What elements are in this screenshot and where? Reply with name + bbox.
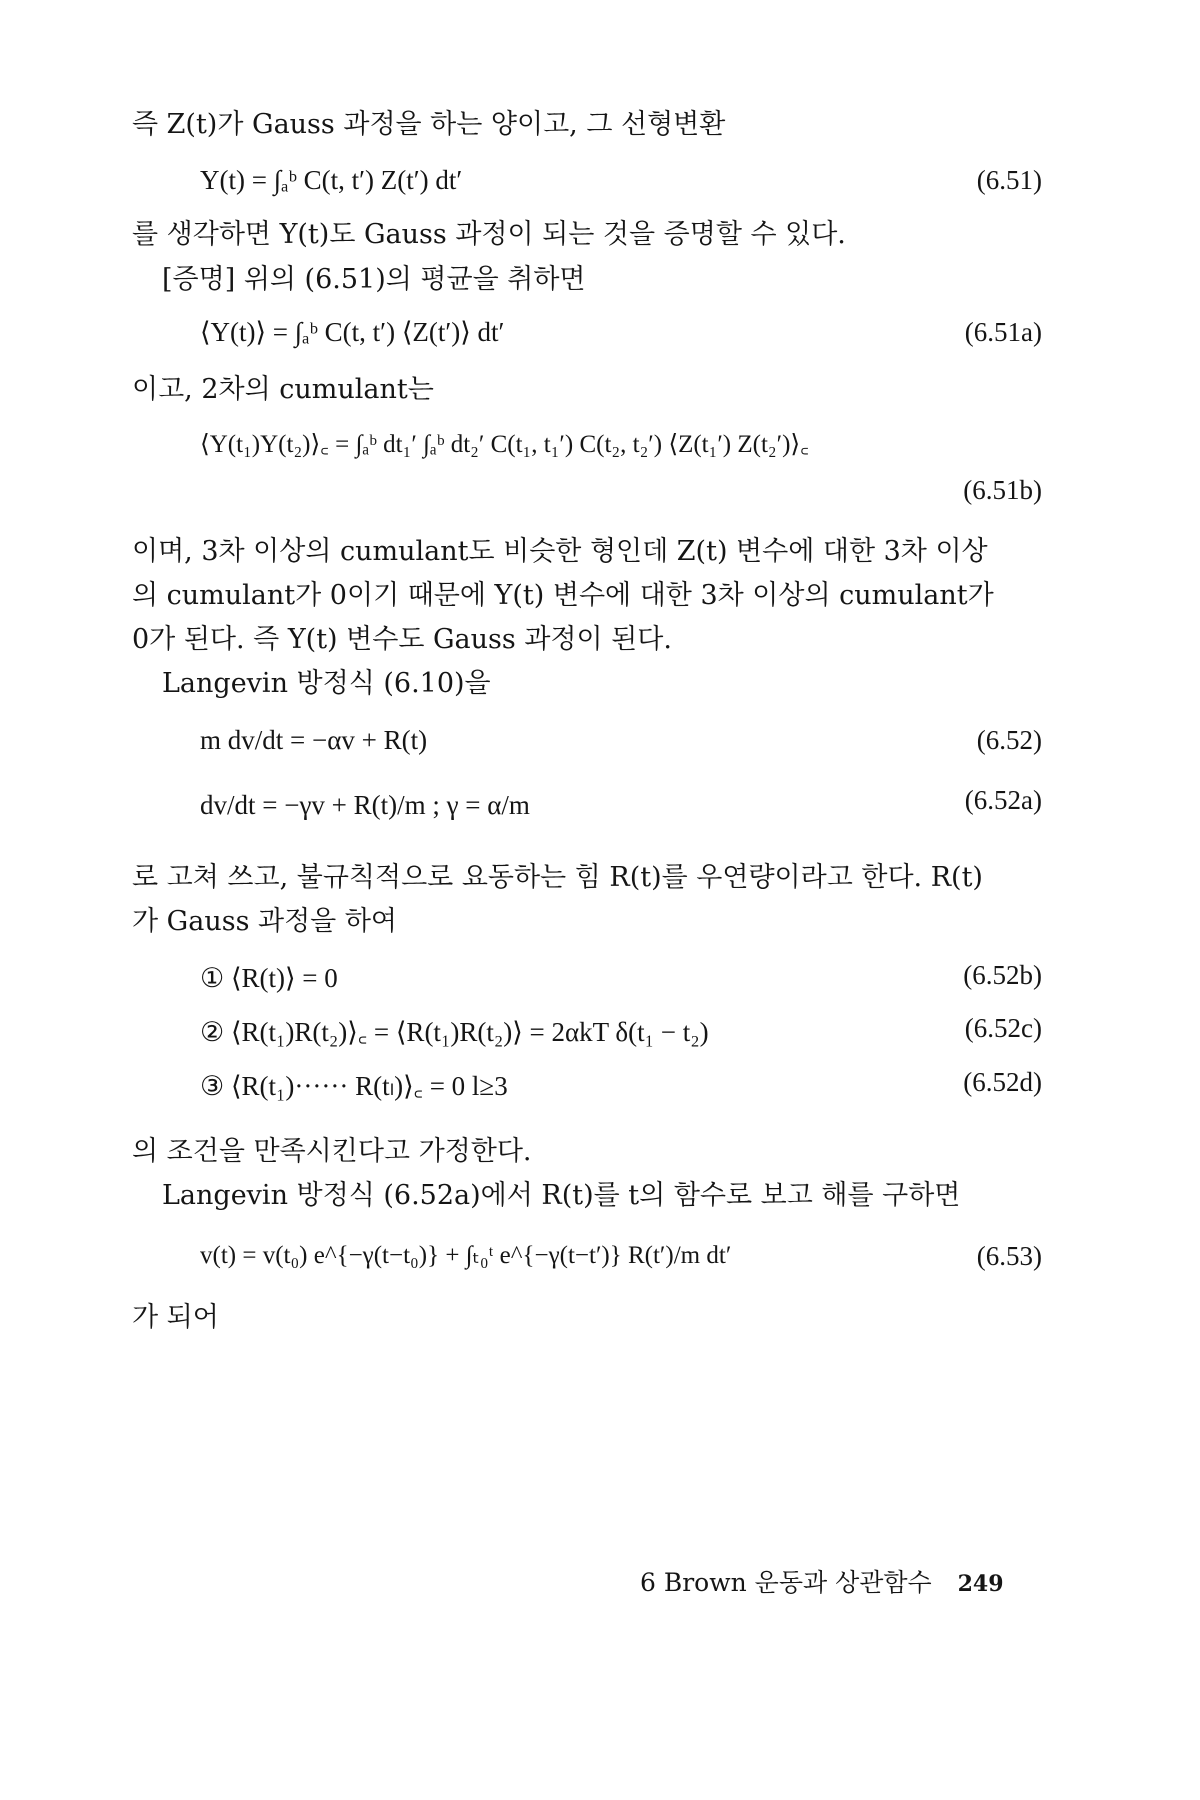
- text-line-5: 이며, 3차 이상의 cumulant도 비슷한 형인데 Z(t) 변수에 대한 3차 이상: [132, 536, 988, 567]
- text-line-11: 의 조건을 만족시킨다고 가정한다.: [132, 1136, 532, 1167]
- text-line-7: 0가 된다. 즉 Y(t) 변수도 Gauss 과정이 된다.: [132, 624, 672, 655]
- text-line-6: 의 cumulant가 0이기 때문에 Y(t) 변수에 대한 3차 이상의 cumulant가: [132, 580, 994, 611]
- equation-number-6-52b: (6.52b): [963, 960, 1042, 990]
- running-head: 6 Brown 운동과 상관함수: [640, 1568, 932, 1597]
- text-line-10: 가 Gauss 과정을 하여: [132, 906, 398, 937]
- equation-number-6-52a: (6.52a): [964, 785, 1042, 815]
- equation-6-52c: ② ⟨R(t₁)R(t₂)⟩꜀ = ⟨R(t₁)R(t₂)⟩ = 2αkT δ(t₁ − t₂): [200, 1017, 709, 1047]
- equation-6-52d: ③ ⟨R(t₁)······ R(tₗ)⟩꜀ = 0 l≥3: [200, 1071, 508, 1101]
- page-number: 249: [957, 1571, 1004, 1597]
- equation-6-51a: ⟨Y(t)⟩ = ∫ₐᵇ C(t, t′) ⟨Z(t′)⟩ dt′: [200, 317, 505, 347]
- text-line-8: Langevin 방정식 (6.10)을: [162, 668, 491, 699]
- text-line-12: Langevin 방정식 (6.52a)에서 R(t)를 t의 함수로 보고 해를 구하면: [162, 1180, 961, 1211]
- equation-number-6-51a: (6.51a): [964, 317, 1042, 347]
- text-line-1: 즉 Z(t)가 Gauss 과정을 하는 양이고, 그 선형변환: [132, 109, 726, 140]
- text-line-13: 가 되어: [132, 1302, 219, 1333]
- equation-6-53: v(t) = v(t₀) e^{−γ(t−t₀)} + ∫ₜ₀ᵗ e^{−γ(t−t′)} R(t′)/m dt′: [200, 1242, 732, 1269]
- page-footer: [640, 1565, 1004, 1602]
- equation-6-51b: ⟨Y(t₁)Y(t₂)⟩꜀ = ∫ₐᵇ dt₁′ ∫ₐᵇ dt₂′ C(t₁, t₁′) C(t₂, t₂′) ⟨Z(t₁′) Z(t₂′)⟩꜀: [200, 431, 809, 458]
- equation-6-52a: dv/dt = −γv + R(t)/m ; γ = α/m: [200, 790, 530, 820]
- equation-number-6-51b: (6.51b): [963, 475, 1042, 505]
- text-line-3: [증명] 위의 (6.51)의 평균을 취하면: [162, 264, 586, 295]
- equation-6-52b: ① ⟨R(t)⟩ = 0: [200, 963, 338, 993]
- text-line-9: 로 고쳐 쓰고, 불규칙적으로 요동하는 힘 R(t)를 우연량이라고 한다. R(t): [132, 862, 983, 893]
- text-line-4: 이고, 2차의 cumulant는: [132, 374, 434, 405]
- equation-6-51: Y(t) = ∫ₐᵇ C(t, t′) Z(t′) dt′: [200, 165, 463, 195]
- text-line-2: 를 생각하면 Y(t)도 Gauss 과정이 되는 것을 증명할 수 있다.: [132, 219, 846, 250]
- equation-number-6-52c: (6.52c): [964, 1013, 1042, 1043]
- equation-number-6-52: (6.52): [976, 725, 1042, 755]
- equation-6-52: m dv/dt = −αv + R(t): [200, 725, 428, 755]
- equation-number-6-53: (6.53): [976, 1241, 1042, 1271]
- equation-number-6-51: (6.51): [976, 165, 1042, 195]
- equation-number-6-52d: (6.52d): [963, 1067, 1042, 1097]
